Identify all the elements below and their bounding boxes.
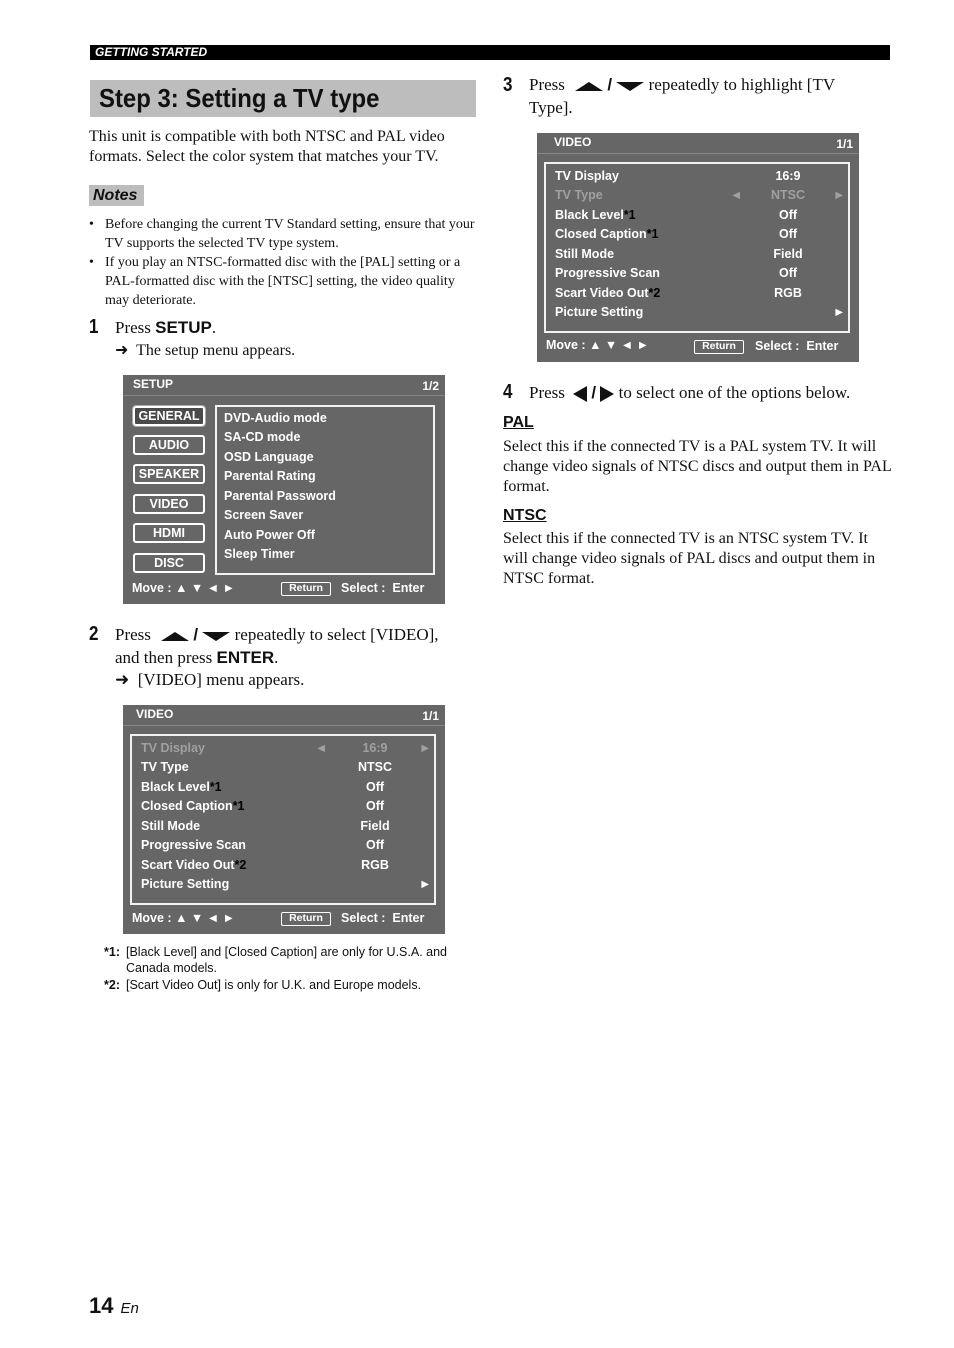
option-pal-heading: PAL [503,414,534,431]
enter-key: ENTER [216,648,275,667]
step-number: 1 [89,316,99,338]
left-arrow-icon[interactable]: ◄ [315,741,328,755]
menu-row-value: RGB [774,286,802,300]
menu-row-value: Field [773,247,803,261]
right-arrow-icon[interactable]: ► [833,305,846,319]
menu-item[interactable]: Screen Saver [224,508,304,522]
menu-row-value: NTSC [770,188,806,202]
menu-row-value: Off [778,227,798,241]
menu-item[interactable]: Auto Power Off [224,528,315,542]
right-arrow-icon[interactable]: ► [419,877,432,891]
step-number: 4 [503,381,513,403]
down-arrow-icon [616,82,644,91]
video-menu-tv-type [537,133,859,362]
footnotes [104,944,464,993]
note-item: • If you play an NTSC-formatted disc with the [PAL] setting or a PAL-formatted disc with the [NTSC] setting, the video quality may deteriorate. [89,255,461,308]
menu-row-label[interactable]: Scart Video Out*2 [555,286,661,300]
menu-row-value: Off [778,208,798,222]
step-number: 2 [89,623,99,645]
move-hint: Move : ▲ ▼ ◄ ► [132,911,235,925]
menu-row-label[interactable]: Progressive Scan [141,838,246,852]
down-arrow-icon [202,632,230,641]
menu-item[interactable]: Sleep Timer [224,547,295,561]
menu-row-label[interactable]: Progressive Scan [555,266,660,280]
menu-title: VIDEO [136,707,174,721]
menu-row-label[interactable]: Black Level*1 [141,780,222,794]
menu-row-label[interactable]: Picture Setting [141,877,230,891]
return-button[interactable]: Return [694,340,744,354]
menu-row-label[interactable]: Closed Caption*1 [141,799,245,813]
menu-row-value: 16:9 [775,169,801,183]
move-hint: Move : ▲ ▼ ◄ ► [132,581,235,595]
category-speaker[interactable]: SPEAKER [133,464,205,484]
menu-item[interactable]: Parental Password [224,489,336,503]
menu-row-label[interactable]: Closed Caption*1 [555,227,659,241]
left-arrow-icon [573,386,587,402]
footnote: *1: [Black Level] and [Closed Caption] are only for U.S.A. and Canada models. [104,945,448,975]
page-number: 14 En [89,1293,139,1318]
up-arrow-icon [161,632,189,641]
section-header-bar [90,45,890,60]
select-hint: Select : Enter [755,339,839,353]
category-audio[interactable]: AUDIO [133,435,205,455]
video-menu-tv-display [123,705,445,934]
menu-row-label[interactable]: TV Display [555,169,619,183]
menu-row-label[interactable]: Picture Setting [555,305,644,319]
up-arrow-icon [575,82,603,91]
option-ntsc-heading: NTSC [503,507,547,524]
right-arrow-icon [600,386,614,402]
menu-title: SETUP [133,377,174,391]
option-pal-description: Select this if the connected TV is a PAL system TV. It will change video signals of NTSC discs and output them in PAL format. [503,438,892,495]
select-hint: Select : Enter [341,581,425,595]
step1-instruction: Press SETUP. [115,318,217,337]
left-arrow-icon[interactable]: ◄ [730,188,743,202]
step2-result: ➜ [VIDEO] menu appears. [115,670,305,689]
menu-page: 1/1 [422,709,439,723]
intro-paragraph: This unit is compatible with both NTSC and PAL video formats. Select the color system that matches your TV. [89,128,445,165]
move-hint: Move : ▲ ▼ ◄ ► [546,338,649,352]
menu-page: 1/1 [836,137,853,151]
menu-row-label[interactable]: Scart Video Out*2 [141,858,247,872]
menu-row-value: 16:9 [362,741,388,755]
menu-row-value: Field [360,819,390,833]
menu-row-value: Off [778,266,798,280]
step2-instruction: Press / repeatedly to select [VIDEO], [115,625,439,644]
menu-item[interactable]: OSD Language [224,450,314,464]
notes-heading: Notes [93,187,138,204]
step2-instruction-2: and then press ENTER. [115,648,279,667]
menu-title: VIDEO [554,135,592,149]
menu-item[interactable]: SA-CD mode [224,430,301,444]
setup-key: SETUP [155,318,212,337]
menu-item[interactable]: Parental Rating [224,469,316,483]
notes-list [89,215,477,310]
menu-row-value: Off [365,838,385,852]
section-header: GETTING STARTED [95,45,208,59]
step-number: 3 [503,74,513,96]
menu-row-value: Off [365,799,385,813]
step3-instruction-2: Type]. [529,98,573,117]
right-arrow-icon[interactable]: ► [833,188,846,202]
menu-page: 1/2 [422,379,439,393]
category-general[interactable]: GENERAL [133,406,205,426]
return-button[interactable]: Return [281,912,331,926]
note-item: • Before changing the current TV Standard setting, ensure that your TV supports the selected TV type system. [89,217,475,251]
category-hdmi[interactable]: HDMI [133,523,205,543]
right-arrow-icon[interactable]: ► [419,741,432,755]
setup-menu [123,375,445,604]
menu-row-label[interactable]: Still Mode [141,819,201,833]
return-button[interactable]: Return [281,582,331,596]
option-ntsc-description: Select this if the connected TV is an NTSC system TV. It will change video signals of PAL discs and output them in NTSC format. [503,530,876,587]
category-disc[interactable]: DISC [133,553,205,573]
menu-row-label[interactable]: TV Type [555,188,603,202]
menu-item[interactable]: DVD-Audio mode [224,411,327,425]
menu-row-label[interactable]: TV Type [141,760,189,774]
step4-instruction: Press / to select one of the options below. [529,383,851,402]
select-hint: Select : Enter [341,911,425,925]
page-title: Step 3: Setting a TV type [99,83,380,113]
menu-row-label[interactable]: Black Level*1 [555,208,636,222]
step3-instruction: Press / repeatedly to highlight [TV [529,75,836,94]
footnote: *2: [Scart Video Out] is only for U.K. and Europe models. [104,978,422,992]
menu-row-value: RGB [361,858,389,872]
menu-row-value: NTSC [357,760,393,774]
category-video[interactable]: VIDEO [133,494,205,514]
menu-row-value: Off [365,780,385,794]
menu-row-label[interactable]: TV Display [141,741,205,755]
menu-row-label[interactable]: Still Mode [555,247,615,261]
step1-result: ➜ The setup menu appears. [115,342,296,359]
